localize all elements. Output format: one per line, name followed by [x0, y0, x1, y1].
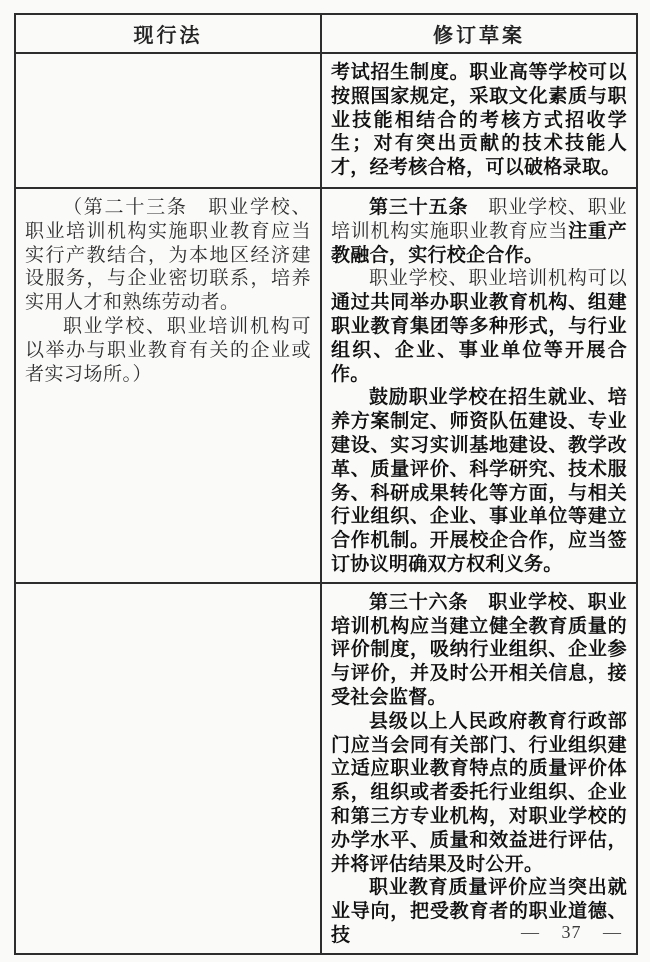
law-comparison-table [14, 13, 638, 955]
paragraph [331, 591, 627, 710]
inserted-text-run: 县级以上人民政府教育行政部门应当会同有关部门、行业组织建立适应职业教育特点的质量评价体系，组织或者委托行业组织、企业和第三方专业机构，对职业学校的办学水平、质量和效益进行评估，并将评估结果及时公开。 [331, 710, 627, 875]
inserted-text-run: 通过共同举办职业教育机构、组建职业教育集团等多种形式，与行业组织、企业、事业单位等开展合作。 [331, 292, 627, 385]
cell-revision-draft [321, 583, 637, 954]
paragraph [25, 196, 311, 315]
paragraph [331, 61, 627, 180]
cell-current-law [15, 188, 321, 583]
table-body [15, 53, 637, 954]
inserted-text-run: 职业学校、职业培训机构应当建立健全教育质量的评价制度，吸纳行业组织、企业参与评价，并及时公开相关信息，接受社会监督。 [331, 591, 627, 708]
text-run: 职业学校、职业培训机构实施职业教育应当 [331, 197, 627, 242]
inserted-text-run: 注重产教融合，实行校企合作。 [331, 220, 627, 266]
inserted-text-run: 鼓励职业学校在招生就业、培养方案制定、师资队伍建设、专业建设、实习实训基地建设、教学改革、质量评价、科学研究、技术服务、科研成果转化等方面，与相关行业组织、企业、事业单位等建立合作机制。开展校企合作，应当签订协议明确双方权利义务。 [331, 387, 627, 575]
inserted-text-run: 考试招生制度。职业高等学校可以按照国家规定，采取文化素质与职业技能相结合的考核方式招收学生；对有突出贡献的技术技能人才，经考核合格，可以破格录取。 [331, 62, 627, 179]
cell-current-law [15, 583, 321, 954]
header-current-law: 现行法 [15, 14, 321, 53]
paragraph [331, 267, 627, 386]
cell-revision-draft [321, 188, 637, 583]
paragraph [331, 710, 627, 877]
table-row [15, 583, 637, 954]
inserted-text-run: 第三十五条 [369, 197, 469, 218]
text-run [468, 592, 488, 613]
inserted-text-run: 职业教育质量评价应当突出就业导向，把受教育者的职业道德、技 [331, 877, 627, 946]
text-run: （第二十三条 职业学校、职业培训机构实施职业教育应当实行产教结合，为本地区经济建设服务，与企业密切联系，培养实用人才和熟练劳动者。 [25, 197, 311, 314]
paragraph [331, 386, 627, 576]
table-row [15, 188, 637, 583]
paragraph [25, 315, 311, 386]
table-row [15, 53, 637, 188]
cell-current-law [15, 53, 321, 188]
page-number: — 37 — [521, 922, 622, 942]
text-run: 职业学校、职业培训机构可以举办与职业教育有关的企业或者实习场所。） [25, 315, 311, 385]
inserted-text-run: 第三十六条 [369, 591, 469, 613]
cell-revision-draft [321, 53, 637, 188]
paragraph [331, 196, 627, 267]
header-revision-draft: 修订草案 [321, 14, 637, 53]
text-run: 职业学校、职业培训机构可以 [369, 268, 627, 290]
table-header-row [15, 14, 637, 53]
